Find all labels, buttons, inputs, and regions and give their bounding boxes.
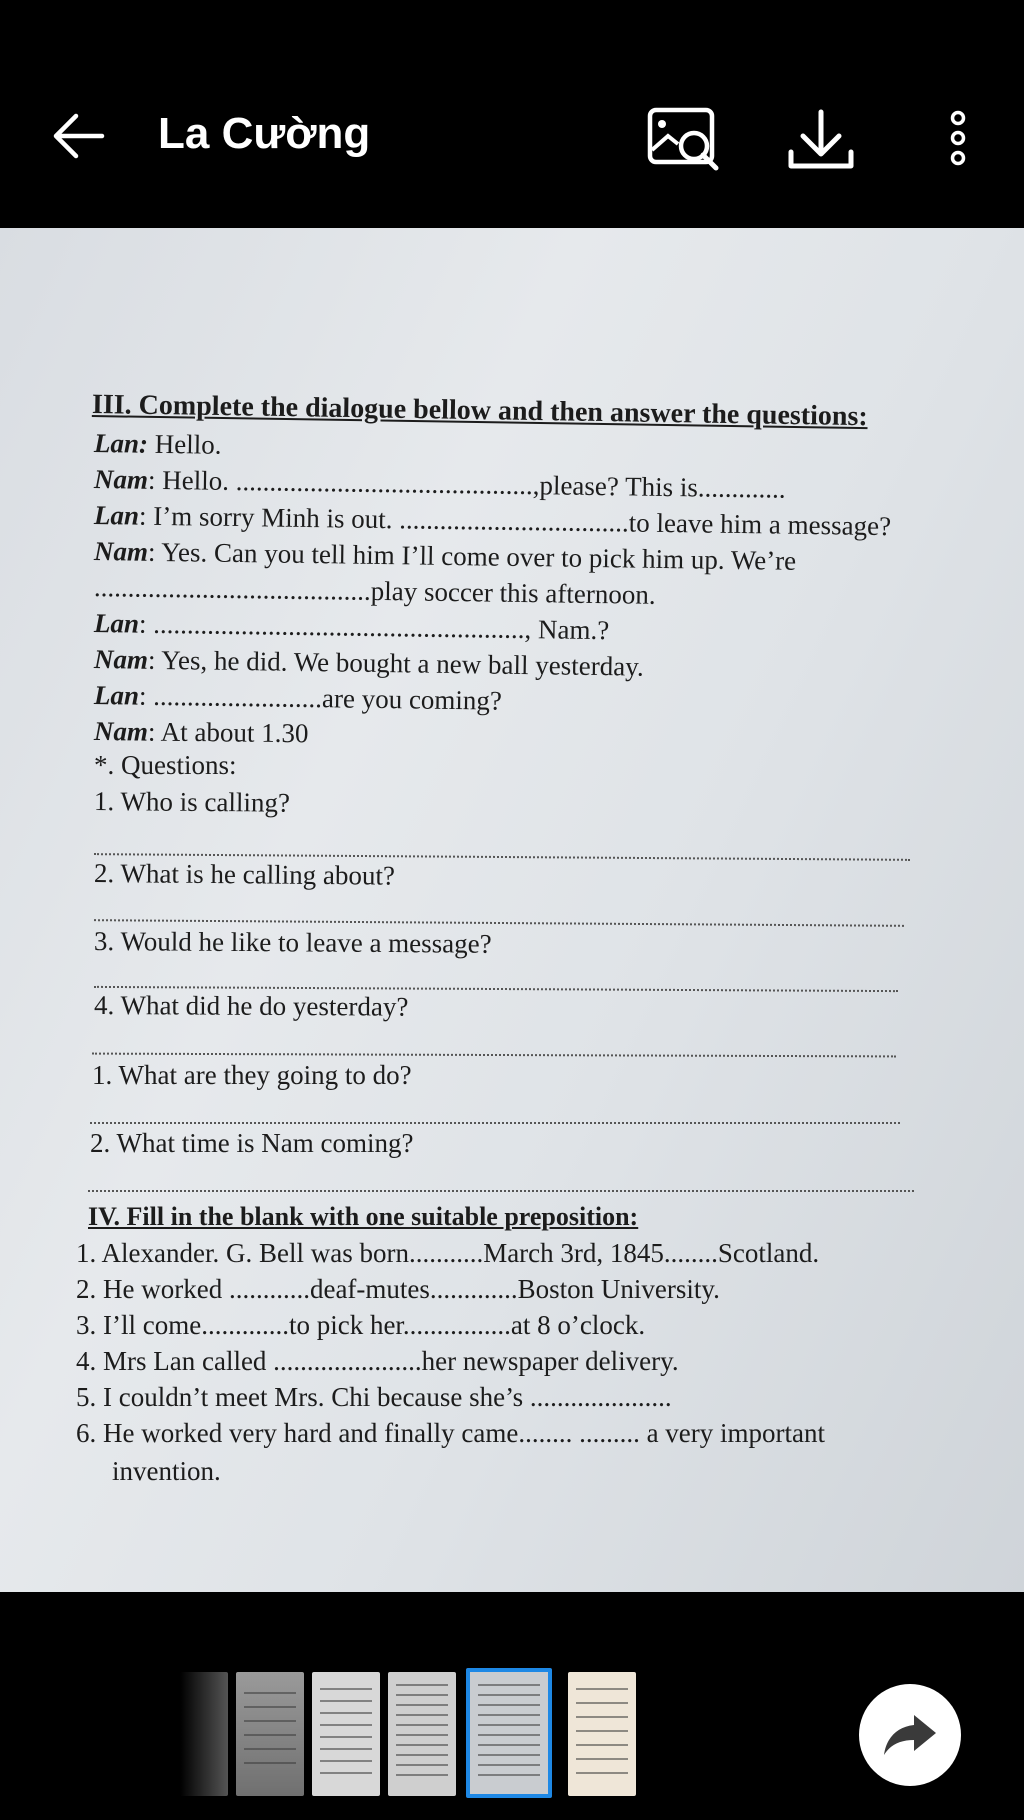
question-item: 1. What are they going to do? <box>92 1060 412 1090</box>
answer-line <box>90 1122 900 1124</box>
thumbnail-page-5-selected[interactable] <box>466 1668 552 1798</box>
worksheet <box>0 228 1024 1592</box>
thumbnail-page-1[interactable] <box>180 1672 228 1796</box>
dialogue-line: Nam: At about 1.30 <box>93 716 309 749</box>
dialogue-line: Lan: .........................are you coming? <box>93 680 503 716</box>
arrow-left-icon <box>48 110 108 162</box>
dialogue-line: Lan: I’m sorry Minh is out. ..................................to leave him a message? <box>93 500 892 542</box>
fill-blank-item: 1. Alexander. G. Bell was born...........March 3rd, 1845........Scotland. <box>76 1238 820 1268</box>
document-photo[interactable] <box>0 228 1024 1592</box>
question-item: 4. What did he do yesterday? <box>93 990 409 1022</box>
fill-blank-item: 6. He worked very hard and finally came........ ......... a very important <box>76 1418 826 1448</box>
thumbnail-page-6[interactable] <box>568 1672 636 1796</box>
section-4-heading: IV. Fill in the blank with one suitable preposition: <box>88 1202 639 1231</box>
dialogue-line: Nam: Yes. Can you tell him I’ll come over to pick him up. We’re <box>93 536 797 576</box>
dialogue-line: .........................................play soccer this afternoon. <box>93 572 656 610</box>
download-button[interactable] <box>786 104 856 176</box>
share-button[interactable] <box>859 1684 961 1786</box>
fill-blank-item: 4. Mrs Lan called ......................her newspaper delivery. <box>76 1346 679 1376</box>
share-arrow-icon <box>880 1709 940 1761</box>
fill-blank-item: 3. I’ll come.............to pick her................at 8 o’clock. <box>76 1310 646 1340</box>
more-vertical-icon <box>946 110 970 166</box>
thumbnail-page-2[interactable] <box>236 1672 304 1796</box>
section-3-heading: III. Complete the dialogue bellow and then answer the questions: <box>91 389 868 433</box>
dialogue-line: Nam: Yes, he did. We bought a new ball yesterday. <box>93 644 644 682</box>
image-search-icon <box>646 104 726 176</box>
fill-blank-item-continuation: invention. <box>112 1456 221 1486</box>
dialogue-line: Lan: Hello. <box>93 428 222 460</box>
dialogue-line: Nam: Hello. ............................................,please? This is............. <box>93 464 786 504</box>
thumbnail-page-3[interactable] <box>312 1672 380 1796</box>
answer-line <box>88 1190 914 1192</box>
fill-blank-item: 5. I couldn’t meet Mrs. Chi because she’s ..................... <box>76 1382 672 1412</box>
back-button[interactable] <box>46 108 110 164</box>
download-icon <box>786 108 856 172</box>
answer-line <box>92 1053 896 1058</box>
thumbnail-page-4[interactable] <box>388 1672 456 1796</box>
page-title: La Cường <box>158 109 371 158</box>
question-item: 2. What is he calling about? <box>93 858 396 891</box>
fill-blank-item: 2. He worked ............deaf-mutes.............Boston University. <box>76 1274 720 1304</box>
image-search-button[interactable] <box>646 104 726 176</box>
dialogue-line: Lan: ......................................................., Nam.? <box>93 608 610 646</box>
questions-label: *. Questions: <box>94 750 237 780</box>
question-item: 2. What time is Nam coming? <box>90 1128 414 1158</box>
question-item: 1. Who is calling? <box>93 786 291 818</box>
more-options-button[interactable] <box>940 106 976 170</box>
question-item: 3. Would he like to leave a message? <box>93 926 492 959</box>
top-app-bar <box>0 0 1024 228</box>
